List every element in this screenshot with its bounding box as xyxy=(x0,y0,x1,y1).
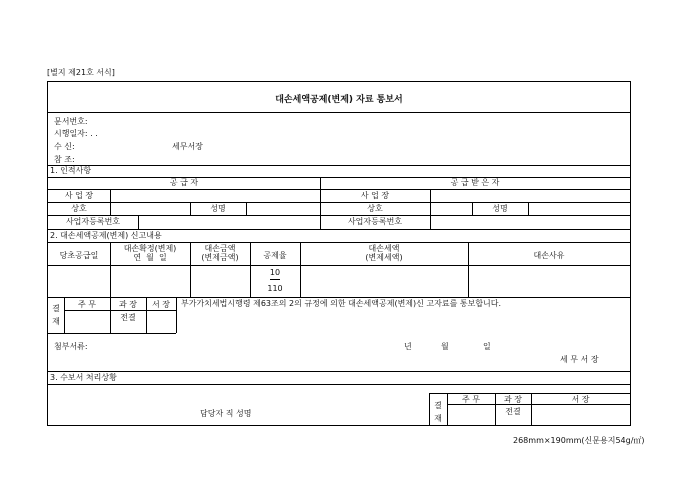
section3-jeongyeol: 전결 xyxy=(505,407,521,416)
receiver-header: 공 급 받 은 자 xyxy=(450,178,500,187)
approval-label: 결 재 xyxy=(52,304,60,326)
receiver-business-label: 사 업 장 xyxy=(360,191,390,200)
receiver-reg-no-label: 사업자등록번호 xyxy=(347,217,403,226)
date-month: 월 xyxy=(441,342,449,351)
attachments-label: 첨부서류: xyxy=(54,342,88,351)
date-year: 년 xyxy=(404,342,412,351)
rate-numerator: 10 xyxy=(269,268,281,277)
supplier-trade-name-label: 상호 xyxy=(71,204,87,213)
approval-head: 서 장 xyxy=(152,300,170,309)
doc-number-label: 문서번호: xyxy=(54,117,88,126)
approval-staff: 주 무 xyxy=(78,300,96,309)
supplier-reg-no-label: 사업자등록번호 xyxy=(65,217,121,226)
col-reason: 대손사유 xyxy=(533,251,565,260)
rate-denominator: 110 xyxy=(267,284,283,293)
section3-approval-label: 결 재 xyxy=(434,401,442,423)
form-label: [별지 제21호 서식] xyxy=(47,68,115,77)
signer: 세 무 서 장 xyxy=(560,355,599,364)
approval-chief: 과 장 xyxy=(119,300,137,309)
section3-head: 서 장 xyxy=(571,395,590,404)
col-confirm-date: 대손확정(변제) 연 월 일 xyxy=(123,244,177,263)
col-amount: 대손금액 (변제금액) xyxy=(201,244,239,263)
section3-chief: 과 장 xyxy=(504,395,522,404)
divider xyxy=(48,112,630,113)
col-supply-date: 당초공급일 xyxy=(59,251,99,260)
notice-text: 부가가치세법시행령 제63조의 2의 규정에 의한 대손세액공제(변제)신 고자료를 통보합니다. xyxy=(181,299,502,308)
section1-title: 1. 인적사항 xyxy=(50,166,92,175)
officer-label: 담당자 직 성명 xyxy=(200,409,252,418)
issue-date-label: 시행일자: . . xyxy=(54,129,98,138)
section3-staff: 주 무 xyxy=(462,395,480,404)
recipient-label: 수 신: xyxy=(54,142,75,151)
footer-spec: 268mm×190mm(신문용지54g/㎡) xyxy=(513,436,645,445)
rate-fraction-bar xyxy=(270,279,280,280)
col-rate: 공제율 xyxy=(263,251,287,260)
reference-label: 참 조: xyxy=(54,155,75,164)
date-day: 일 xyxy=(483,342,491,351)
receiver-name-label: 성명 xyxy=(492,204,508,213)
supplier-business-label: 사 업 장 xyxy=(64,191,94,200)
section2-title: 2. 대손세액공제(변제) 신고내용 xyxy=(50,231,162,240)
form-frame xyxy=(47,81,631,426)
section3-title: 3. 수보서 처리상황 xyxy=(50,373,117,382)
receiver-trade-name-label: 상호 xyxy=(367,204,383,213)
form-title: 대손세액공제(변제) 자료 통보서 xyxy=(275,95,403,105)
supplier-name-label: 성명 xyxy=(210,204,226,213)
approval-jeongyeol: 전결 xyxy=(120,313,136,322)
col-tax: 대손세액 (변제세액) xyxy=(365,244,403,263)
supplier-header: 공 급 자 xyxy=(169,178,199,187)
recipient-value: 세무서장 xyxy=(172,142,203,151)
